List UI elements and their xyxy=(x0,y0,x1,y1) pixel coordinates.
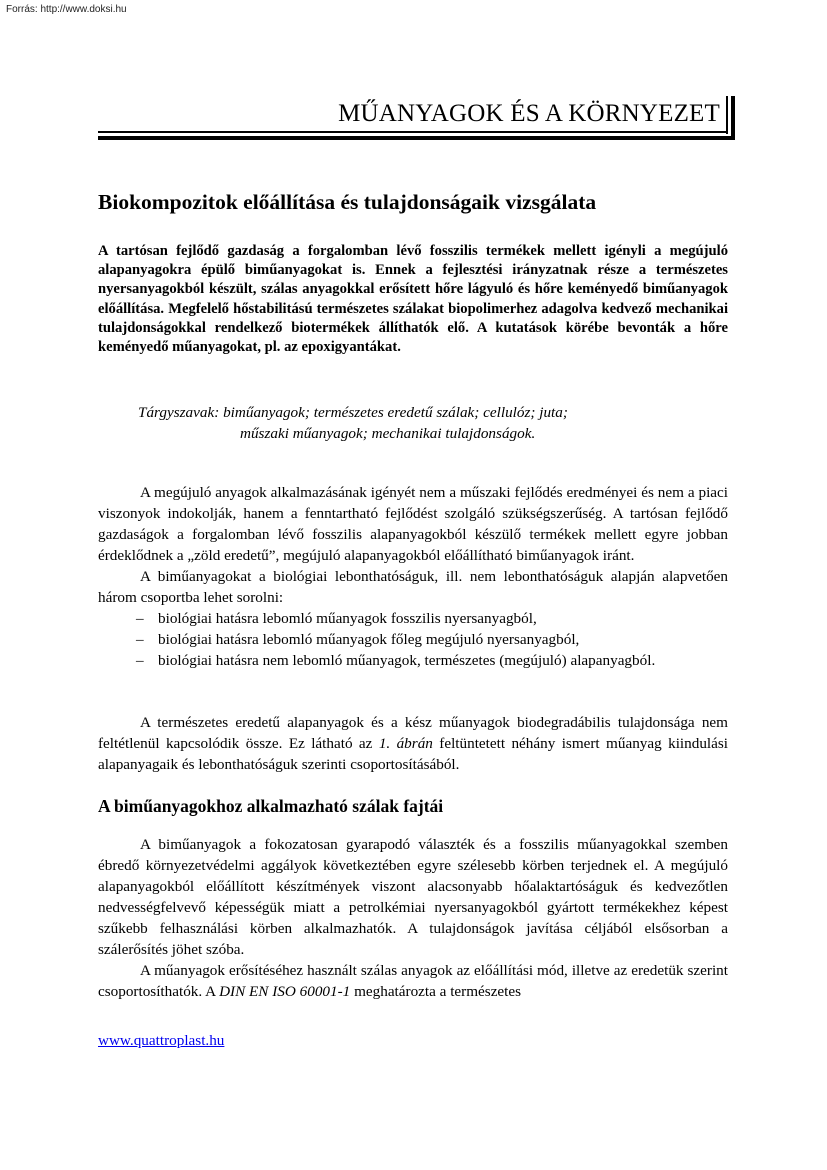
section-heading: A biműanyagokhoz alkalmazható szálak fajtái xyxy=(98,796,444,816)
dash-bullet: – xyxy=(136,631,144,648)
dash-bullet: – xyxy=(136,652,144,669)
header-rule-thin xyxy=(98,131,726,133)
paragraph xyxy=(98,960,728,1002)
list-item xyxy=(98,650,728,671)
journal-header-title: MŰANYAGOK ÉS A KÖRNYEZET xyxy=(338,100,720,127)
category-list xyxy=(98,608,728,671)
list-item xyxy=(98,629,728,650)
header-rule-thick xyxy=(98,136,734,140)
list-item-text: biológiai hatásra nem lebomló műanyagok, természetes (megújuló) alapanyagból. xyxy=(158,652,656,669)
website-link[interactable]: www.quattroplast.hu xyxy=(98,1032,225,1049)
body-section-2 xyxy=(98,712,728,775)
paragraph-text: feltüntetett néhány ismert műanyag kiindulási alapanyagaik és lebonthatóságuk szerinti csoportosításából. xyxy=(98,735,729,773)
header-rule-vertical-thin xyxy=(726,96,728,134)
paragraph: A biműanyagokat a biológiai lebonthatóságuk, ill. nem lebonthatóságuk alapján alapvetően három csoportba lehet sorolni: xyxy=(98,568,728,606)
list-item-text: biológiai hatásra lebomló műanyagok fosszilis nyersanyagból, xyxy=(158,610,537,627)
figure-reference: 1. ábrán xyxy=(378,735,433,752)
list-item-text: biológiai hatásra lebomló műanyagok főleg megújuló nyersanyagból, xyxy=(158,631,580,648)
body-section-1 xyxy=(98,482,728,671)
dash-bullet: – xyxy=(136,610,144,627)
header-rule-vertical-thick xyxy=(731,96,735,140)
list-item xyxy=(98,608,728,629)
keywords-line-1: Tárgyszavak: biműanyagok; természetes eredetű szálak; cellulóz; juta; xyxy=(138,404,568,421)
article-title: Biokompozitok előállítása és tulajdonságaik vizsgálata xyxy=(98,190,597,214)
paragraph xyxy=(98,712,728,775)
paragraph: A megújuló anyagok alkalmazásának igényét nem a műszaki fejlődés eredményei és nem a piaci viszonyok indokolják, hanem a fenntartható fejlődést szolgáló szükségszerűség. A tartósan fejlődő gazdaságok a forgalomban lévő fosszilis alapanyagokból készülő termékek mellett egyre jobban érdeklődnek a „zöld eredetű”, megújuló alapanyagokból előállítható biműanyagok iránt. xyxy=(98,484,728,564)
paragraph-text: meghatározta a természetes xyxy=(350,983,522,1000)
source-label: Forrás: http://www.doksi.hu xyxy=(6,4,127,15)
paragraph-text: A műanyagok erősítéséhez használt szálas anyagok az előállítási mód, illetve az eredetük szerint csoportosíthatók. A xyxy=(98,962,728,1000)
body-section-3 xyxy=(98,834,728,1002)
keywords-line-2: műszaki műanyagok; mechanikai tulajdonságok. xyxy=(240,425,536,442)
paragraph: A biműanyagok a fokozatosan gyarapodó választék és a fosszilis műanyagokkal szemben ébredő környezetvédelmi aggályok következtében egyre szélesebb körben terjednek el. A megújuló alapanyagokból előállított készítmények viszont alacsonyabb hőalaktartóságuk és kedvezőtlen nedvességfelvevő képességük miatt a petrolkémiai nyersanyagokból gyártott termékekhez képest szűkebb felhasználási körben alkalmazhatók. A tulajdonságok javítása céljából elsősorban a szálerősítés jöhet szóba. xyxy=(98,836,728,958)
standard-reference: DIN EN ISO 60001-1 xyxy=(219,983,351,1000)
keywords xyxy=(98,402,728,444)
article-lead: A tartósan fejlődő gazdaság a forgalomban lévő fosszilis termékek mellett igényli a megújuló alapanyagokra épülő biműanyagokat is. Ennek a fejlesztési irányzatnak része a természetes nyersanyagokból készült, szálas anyagokkal erősített hőre lágyuló és hőre keményedő biműanyagok előállítása. Megfelelő hőstabilitású természetes szálakat biopolimerhez adagolva kedvező mechanikai tulajdonságokkal rendelkező biotermékek állíthatók elő. A kutatások körébe bevonták a hőre keményedő műanyagokat, pl. az epoxigyantákat. xyxy=(98,243,728,356)
paragraph-text: A természetes eredetű alapanyagok és a kész műanyagok biodegradábilis tulajdonsága nem feltétlenül kapcsolódik össze. Ez látható az xyxy=(98,714,728,752)
